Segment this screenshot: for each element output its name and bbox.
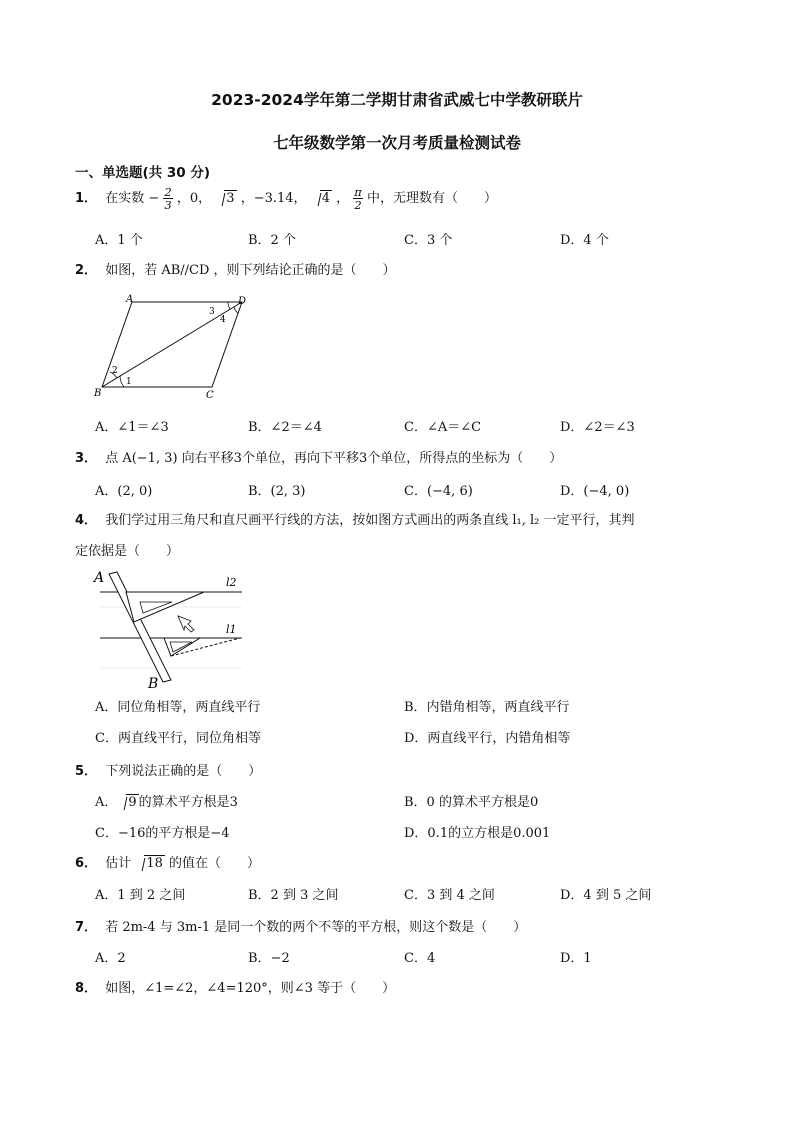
q3-option-a: A．(2, 0): [95, 484, 153, 499]
question-text-end: 的值在（ ）: [169, 856, 261, 871]
triangle-ruler-figure: [90, 564, 250, 690]
parallelogram-figure: [90, 292, 250, 402]
sqrt-9: [117, 795, 138, 810]
label-l1: l1: [226, 623, 237, 636]
q7-option-c: C．4: [404, 951, 436, 966]
question-number: 6．: [75, 856, 98, 871]
question-3: [75, 447, 562, 466]
question-text: 我们学过用三角尺和直尺画平行线的方法，按如图方式画出的两条直线 l₁, l₂ 一定平行，其判: [105, 513, 635, 528]
question-text: 点 A(−1, 3) 向右平移3个单位，再向下平移3个单位，所得点的坐标为（ ）: [105, 451, 563, 466]
q5-option-c: C．−16的平方根是−4: [95, 826, 230, 841]
q3-option-d: D．(−4, 0): [560, 484, 630, 499]
arrow-icon: [178, 616, 194, 632]
exam-title-line2: 七年级数学第一次月考质量检测试卷: [272, 134, 521, 152]
question-number: 2．: [75, 263, 98, 278]
q7-option-b: B．−2: [248, 951, 290, 966]
q1-option-d: D．4 个: [560, 233, 609, 248]
q6-option-d: D．4 到 5 之间: [560, 888, 652, 903]
label-l2: l2: [226, 576, 237, 589]
q2-option-c: C．∠A＝∠C: [404, 420, 482, 435]
question-5: [75, 760, 261, 779]
question-text: 估计: [105, 856, 132, 871]
fraction-pi-half: [353, 186, 363, 211]
question-number: 8．: [75, 981, 98, 996]
q7-option-d: D．1: [560, 951, 592, 966]
option-letter: A．: [95, 795, 118, 810]
q1-option-b: B．2 个: [248, 233, 296, 248]
q5-option-b: B．0 的算术平方根是0: [404, 795, 539, 810]
label-angle-4: 4: [220, 315, 226, 325]
q6-option-b: B．2 到 3 之间: [248, 888, 339, 903]
question-number: 3．: [75, 451, 98, 466]
question-1: [75, 186, 497, 211]
q3-option-b: B．(2, 3): [248, 484, 306, 499]
question-number: 7．: [75, 920, 98, 935]
question-8: [75, 977, 395, 996]
label-angle-1: 1: [126, 377, 132, 387]
sqrt-3: [215, 191, 236, 206]
q6-option-a: A．1 到 2 之间: [95, 888, 186, 903]
question-text: 如图，若 AB//CD ，则下列结论正确的是（ ）: [105, 263, 396, 278]
question-number: 1．: [75, 191, 98, 206]
fraction-denominator: 2: [354, 198, 362, 212]
q2-option-d: D．∠2＝∠3: [560, 420, 635, 435]
q1-option-a: A．1 个: [95, 233, 143, 248]
q4-option-b: B．内错角相等，两直线平行: [404, 700, 570, 715]
set-square-lower-inner: [170, 642, 192, 652]
q7-option-a: A．2: [95, 951, 126, 966]
question-text: 如图，∠1=∠2，∠4=120°，则∠3 等于（ ）: [105, 981, 396, 996]
exam-title-line1: 2023-2024学年第二学期甘肃省武威七中学教研联片: [211, 91, 583, 109]
section-heading: 一、单选题(共 30 分): [75, 165, 211, 181]
question-text-end: 中，无理数有（ ）: [366, 191, 497, 206]
dashed-hypotenuse: [171, 638, 240, 656]
question-6: [75, 852, 260, 871]
question-7: [75, 916, 526, 935]
question-4-continued: 定依据是（ ）: [75, 544, 180, 559]
label-angle-2: 2: [112, 366, 118, 376]
q1-option-c: C．3 个: [404, 233, 453, 248]
fraction-numerator: 2: [164, 185, 172, 199]
label-d: D: [238, 296, 247, 307]
q2-option-b: B．∠2＝∠4: [248, 420, 322, 435]
straight-ruler: [109, 572, 171, 682]
label-angle-3: 3: [209, 307, 215, 317]
fraction-two-thirds: [163, 186, 172, 211]
question-text: 在实数: [105, 191, 145, 206]
sqrt-4: [311, 191, 332, 206]
angle-arc-3: [228, 302, 230, 309]
q4-option-c: C．两直线平行，同位角相等: [95, 731, 261, 746]
radicand: 3: [226, 191, 235, 206]
question-2: [75, 259, 396, 278]
q5-option-a: [95, 791, 238, 810]
label-b: B: [148, 676, 159, 690]
label-a: A: [94, 570, 105, 586]
separator: ，: [336, 191, 350, 206]
radicand: 9: [128, 795, 137, 810]
question-text: 下列说法正确的是（ ）: [105, 764, 262, 779]
separator: ，−3.14，: [240, 191, 307, 206]
label-a: A: [126, 294, 134, 305]
question-4: [75, 509, 634, 528]
label-b: B: [94, 388, 102, 399]
angle-arc-4: [234, 307, 238, 313]
separator: ，0，: [176, 191, 212, 206]
q4-option-d: D．两直线平行，内错角相等: [404, 731, 571, 746]
label-c: C: [206, 390, 214, 401]
question-number: 4．: [75, 513, 98, 528]
radicand: 4: [321, 191, 330, 206]
option-text: 的算术平方根是3: [138, 795, 238, 810]
sqrt-18: [135, 856, 165, 871]
q2-option-a: A．∠1＝∠3: [95, 420, 169, 435]
fraction-numerator: π: [354, 185, 362, 199]
fraction-denominator: 3: [164, 198, 172, 212]
minus-sign: −: [148, 191, 160, 206]
angle-arc-1: [120, 376, 124, 387]
question-number: 5．: [75, 764, 98, 779]
question-text: 若 2m-4 与 3m-1 是同一个数的两个不等的平方根，则这个数是（ ）: [105, 920, 527, 935]
q6-option-c: C．3 到 4 之间: [404, 888, 495, 903]
radicand: 18: [146, 856, 163, 871]
q3-option-c: C．(−4, 6): [404, 484, 473, 499]
q4-option-a: A．同位角相等，两直线平行: [95, 700, 261, 715]
q5-option-d: D．0.1的立方根是0.001: [404, 826, 551, 841]
